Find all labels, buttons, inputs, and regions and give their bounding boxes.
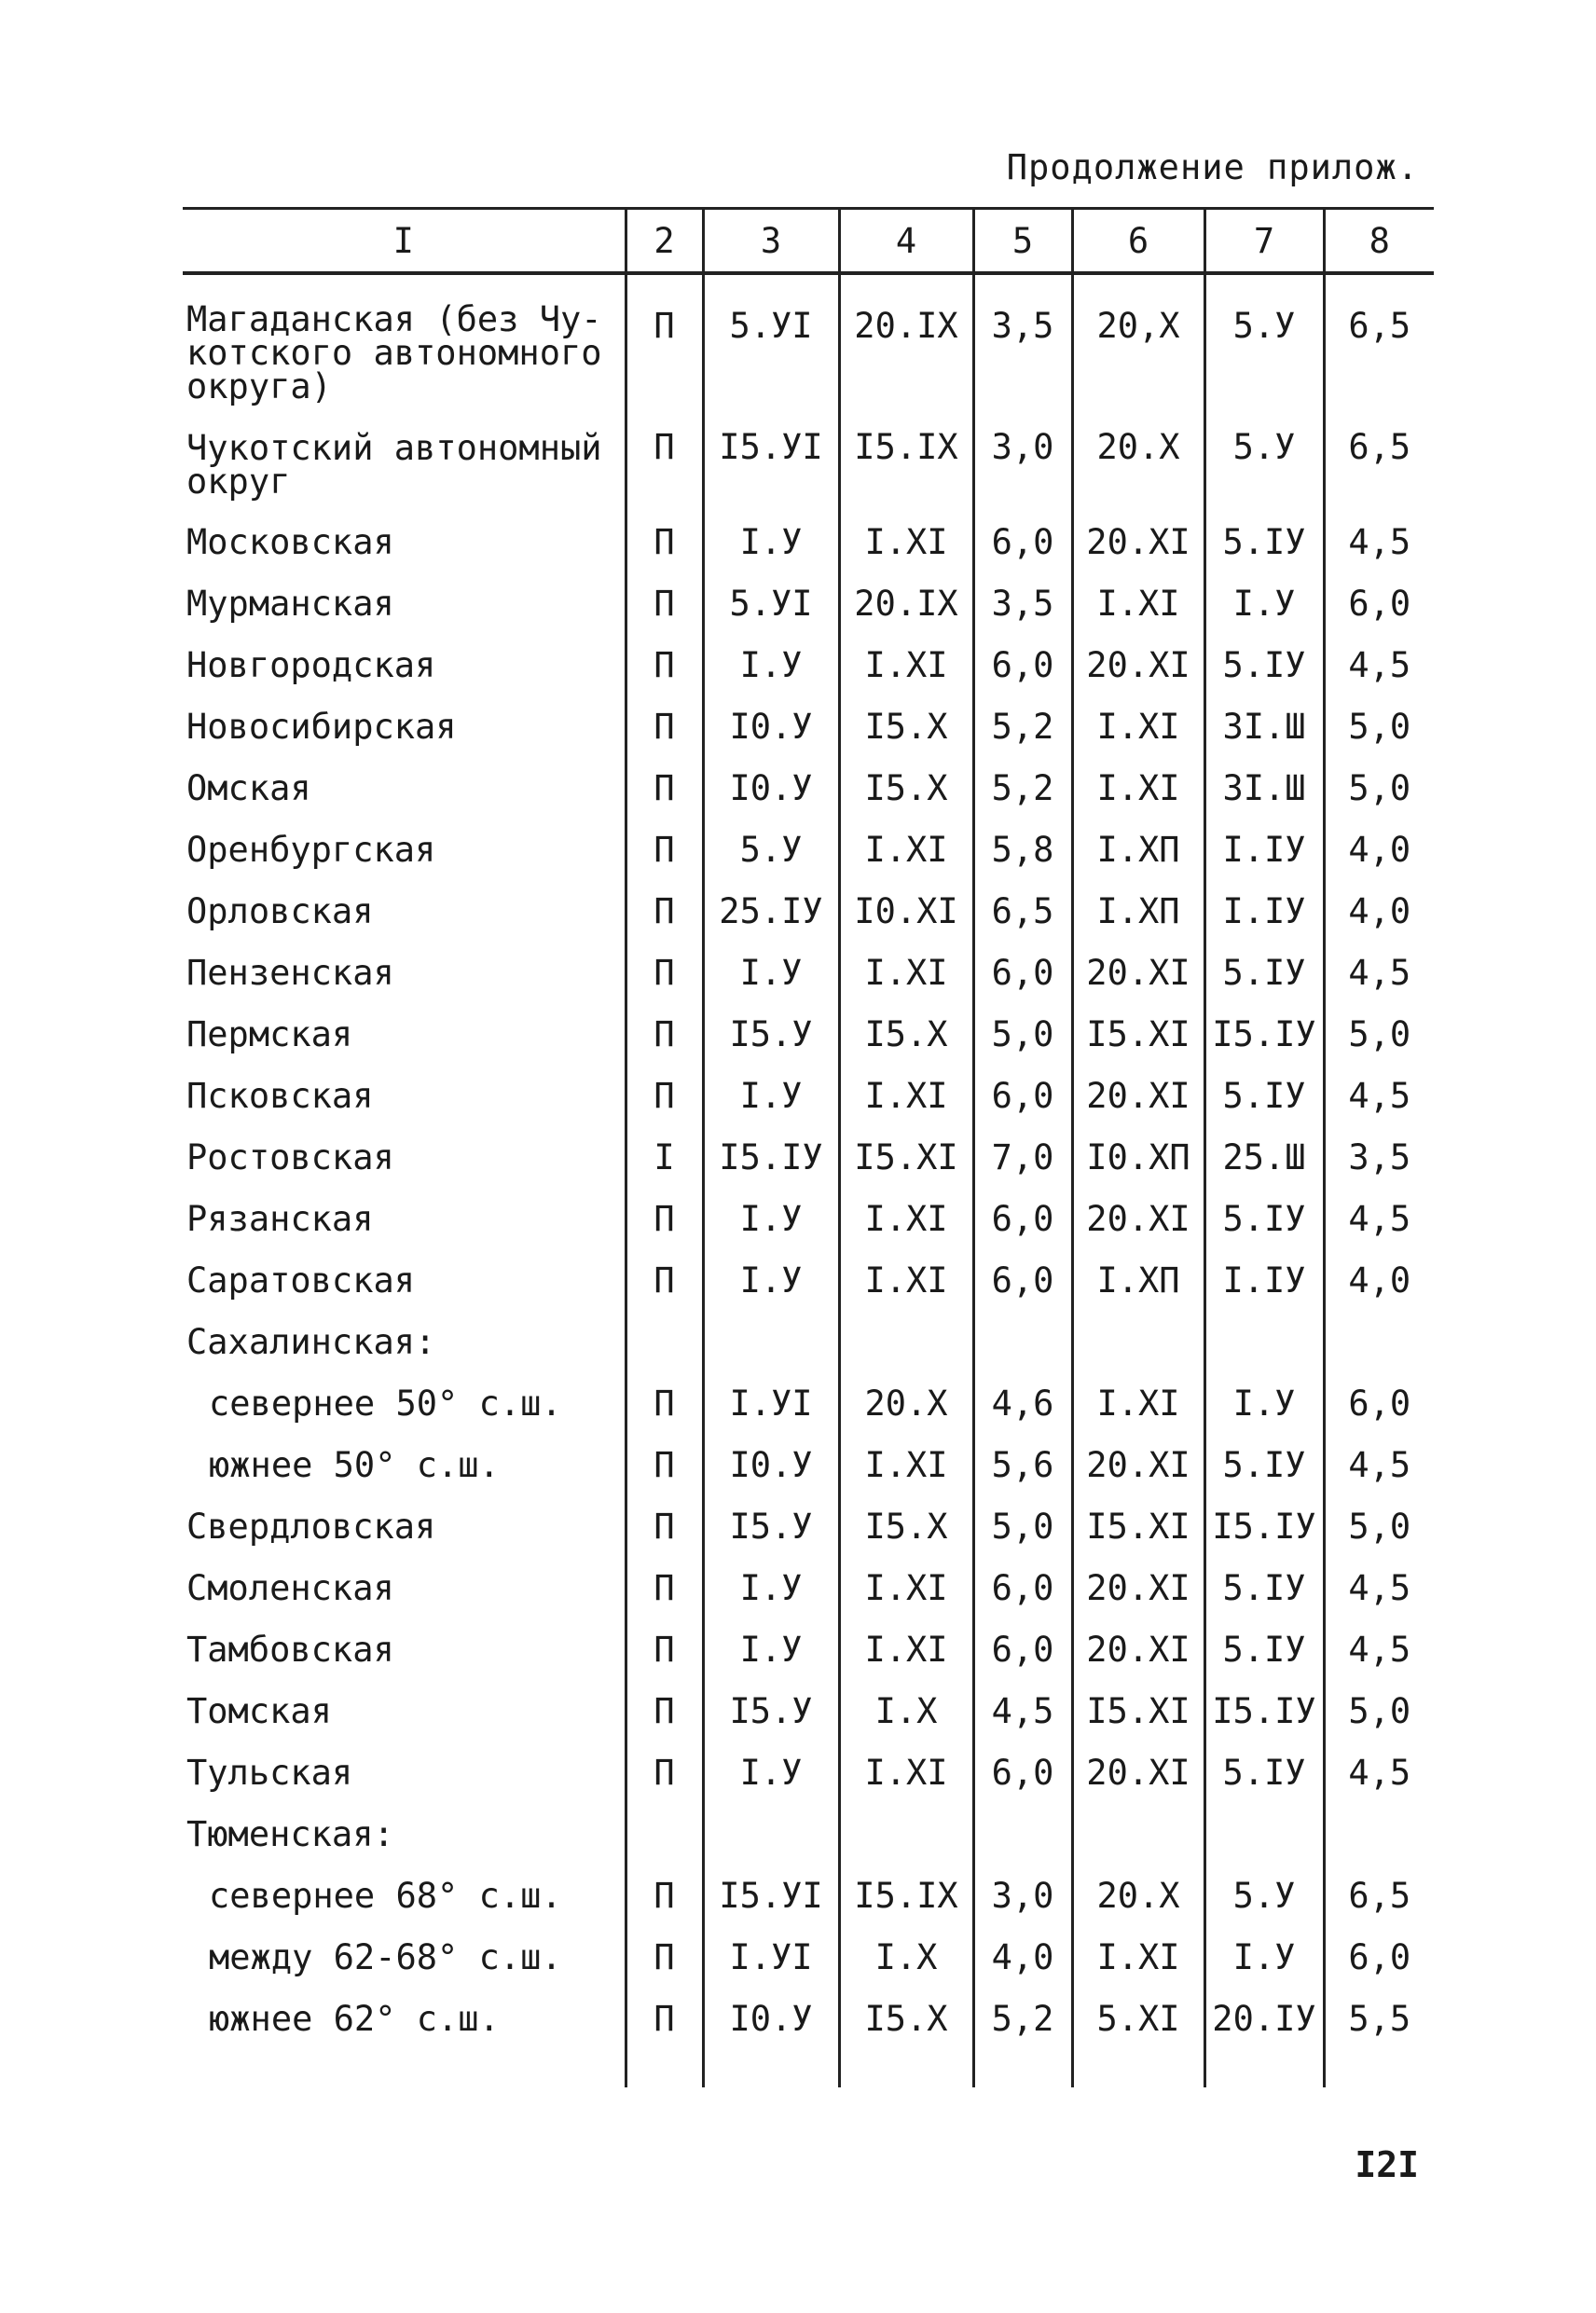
column-header: 3 — [703, 209, 839, 274]
cell-c6: I.XI — [1072, 573, 1204, 635]
cell-c4: I.XI — [839, 943, 973, 1004]
cell-c2: П — [626, 273, 703, 417]
cell-c8: 6,5 — [1324, 273, 1434, 417]
cell-c4: I5.IX — [839, 1866, 973, 1927]
data-table-wrapper — [183, 207, 1434, 2087]
cell-c5: 6,0 — [973, 1558, 1072, 1619]
cell-c2: П — [626, 1496, 703, 1558]
cell-c7: I.У — [1204, 573, 1324, 635]
cell-c3: I.У — [703, 1619, 839, 1681]
cell-c3: I5.УI — [703, 417, 839, 512]
cell-c6 — [1072, 1804, 1204, 1866]
cell-c7: I5.IУ — [1204, 1681, 1324, 1742]
cell-c2: П — [626, 881, 703, 943]
cell-c4: I5.XI — [839, 1127, 973, 1189]
cell-c2: П — [626, 1373, 703, 1435]
cell-c7: 5.IУ — [1204, 512, 1324, 573]
cell-c6: I.XI — [1072, 696, 1204, 758]
region-name: севернее 68° с.ш. — [209, 1876, 562, 1916]
table-row — [183, 573, 1434, 635]
cell-c2: П — [626, 1927, 703, 1989]
cell-c6: I0.XП — [1072, 1127, 1204, 1189]
region-name: между 62-68° с.ш. — [209, 1937, 562, 1977]
cell-c2: П — [626, 1866, 703, 1927]
cell-c7: 5.IУ — [1204, 943, 1324, 1004]
spacer-cell — [1204, 2050, 1324, 2087]
cell-c5: 5,0 — [973, 1496, 1072, 1558]
cell-c5: 6,0 — [973, 512, 1072, 573]
cell-c3: I.УI — [703, 1373, 839, 1435]
region-name: южнее 50° с.ш. — [209, 1445, 500, 1485]
region-name-line: Чукотский автономный — [186, 428, 602, 468]
cell-c2: П — [626, 1989, 703, 2050]
cell-c6: 20.X — [1072, 417, 1204, 512]
column-header: I — [183, 209, 626, 274]
spacer-cell — [1324, 2050, 1434, 2087]
cell-c5: 7,0 — [973, 1127, 1072, 1189]
cell-c8: 4,5 — [1324, 1742, 1434, 1804]
region-name: Ростовская — [186, 1137, 394, 1177]
table-row — [183, 696, 1434, 758]
region-name: Пензенская — [186, 953, 394, 993]
cell-c6: 20.XI — [1072, 1742, 1204, 1804]
cell-c3: I.УI — [703, 1927, 839, 1989]
cell-c7: I.У — [1204, 1927, 1324, 1989]
cell-c4: I.X — [839, 1927, 973, 1989]
cell-c2: П — [626, 1004, 703, 1066]
cell-c3: I.У — [703, 1189, 839, 1250]
cell-c8: 3,5 — [1324, 1127, 1434, 1189]
cell-c4: I5.X — [839, 1989, 973, 2050]
cell-c7: 5.IУ — [1204, 1189, 1324, 1250]
cell-c2: П — [626, 635, 703, 696]
cell-c5: 3,5 — [973, 573, 1072, 635]
cell-c4: I5.X — [839, 696, 973, 758]
table-row — [183, 758, 1434, 819]
cell-c2: П — [626, 573, 703, 635]
cell-c2: П — [626, 943, 703, 1004]
cell-c8: 5,0 — [1324, 1681, 1434, 1742]
region-name: севернее 50° с.ш. — [209, 1384, 562, 1424]
cell-c3 — [703, 1804, 839, 1866]
cell-c3: I.У — [703, 1742, 839, 1804]
cell-c8: 6,0 — [1324, 573, 1434, 635]
cell-c3: I5.УI — [703, 1866, 839, 1927]
cell-c5: 3,0 — [973, 417, 1072, 512]
spacer-cell — [703, 2050, 839, 2087]
cell-c6: I.XI — [1072, 758, 1204, 819]
cell-c5: 6,5 — [973, 881, 1072, 943]
region-name-line: округ — [186, 461, 291, 502]
table-spacer-row — [183, 2050, 1434, 2087]
table-row — [183, 1250, 1434, 1312]
cell-c6: 20.XI — [1072, 1619, 1204, 1681]
cell-c3: I.У — [703, 943, 839, 1004]
cell-c5: 5,6 — [973, 1435, 1072, 1496]
column-header: 4 — [839, 209, 973, 274]
cell-c8: 4,5 — [1324, 1619, 1434, 1681]
cell-c6: 20.XI — [1072, 1066, 1204, 1127]
cell-c2: П — [626, 1250, 703, 1312]
cell-c4: I.XI — [839, 1558, 973, 1619]
cell-c7: 5.IУ — [1204, 1435, 1324, 1496]
table-row — [183, 417, 1434, 512]
cell-c7: 5.IУ — [1204, 635, 1324, 696]
cell-c7: I5.IУ — [1204, 1004, 1324, 1066]
region-name: Новосибирская — [186, 707, 457, 747]
data-table — [183, 207, 1434, 2087]
cell-c7: 5.У — [1204, 417, 1324, 512]
table-row — [183, 1558, 1434, 1619]
cell-c3: I5.У — [703, 1681, 839, 1742]
region-name: Рязанская — [186, 1199, 374, 1239]
table-row — [183, 1496, 1434, 1558]
cell-c7: I.IУ — [1204, 1250, 1324, 1312]
cell-c5: 5,2 — [973, 696, 1072, 758]
cell-c8: 4,0 — [1324, 819, 1434, 881]
table-row — [183, 1004, 1434, 1066]
cell-c2: П — [626, 1435, 703, 1496]
cell-c4: I5.IX — [839, 417, 973, 512]
cell-c6: 20.XI — [1072, 1435, 1204, 1496]
cell-c5: 5,2 — [973, 758, 1072, 819]
cell-c2: П — [626, 1619, 703, 1681]
cell-c8: 6,0 — [1324, 1373, 1434, 1435]
table-row — [183, 1989, 1434, 2050]
cell-c2: П — [626, 1558, 703, 1619]
cell-c4: I0.XI — [839, 881, 973, 943]
cell-c6: I5.XI — [1072, 1004, 1204, 1066]
cell-c2: I — [626, 1127, 703, 1189]
cell-c6: 20.XI — [1072, 1558, 1204, 1619]
cell-c4 — [839, 1804, 973, 1866]
region-name-line: Магаданская (без Чу- — [186, 299, 602, 339]
cell-c2 — [626, 1804, 703, 1866]
cell-c2 — [626, 1312, 703, 1373]
cell-c3: I5.У — [703, 1004, 839, 1066]
cell-c7: I.У — [1204, 1373, 1324, 1435]
cell-c5: 4,5 — [973, 1681, 1072, 1742]
cell-c3: I0.У — [703, 696, 839, 758]
cell-c4: I.XI — [839, 512, 973, 573]
region-name: Мурманская — [186, 584, 394, 624]
table-row — [183, 943, 1434, 1004]
region-name: южнее 62° с.ш. — [209, 1999, 500, 2039]
table-row — [183, 1619, 1434, 1681]
cell-c4: I.XI — [839, 1250, 973, 1312]
cell-c4: I.XI — [839, 819, 973, 881]
column-header: 7 — [1204, 209, 1324, 274]
cell-c4: I.XI — [839, 1742, 973, 1804]
cell-c2: П — [626, 512, 703, 573]
region-name: Томская — [186, 1691, 332, 1731]
cell-c7: 25.Ш — [1204, 1127, 1324, 1189]
cell-c7: 5.IУ — [1204, 1619, 1324, 1681]
cell-c6: 20,X — [1072, 273, 1204, 417]
cell-c5: 6,0 — [973, 1250, 1072, 1312]
cell-c4: 20.IX — [839, 273, 973, 417]
cell-c4: I5.X — [839, 1496, 973, 1558]
cell-c8: 5,0 — [1324, 758, 1434, 819]
table-row — [183, 635, 1434, 696]
table-row — [183, 1681, 1434, 1742]
cell-c7: 5.У — [1204, 1866, 1324, 1927]
column-header: 8 — [1324, 209, 1434, 274]
cell-c8: 4,5 — [1324, 943, 1434, 1004]
cell-c4: I.XI — [839, 1189, 973, 1250]
cell-c4: I5.X — [839, 1004, 973, 1066]
cell-c5: 6,0 — [973, 943, 1072, 1004]
cell-c6: I5.XI — [1072, 1681, 1204, 1742]
cell-c6: 20.XI — [1072, 512, 1204, 573]
table-row — [183, 1435, 1434, 1496]
region-name: Свердловская — [186, 1507, 436, 1547]
cell-c4: I.XI — [839, 1435, 973, 1496]
region-name: Орловская — [186, 891, 374, 931]
cell-c7: 3I.Ш — [1204, 758, 1324, 819]
cell-c3: I.У — [703, 1066, 839, 1127]
spacer-cell — [1072, 2050, 1204, 2087]
cell-c5: 6,0 — [973, 1189, 1072, 1250]
cell-c8: 4,5 — [1324, 1558, 1434, 1619]
header-row — [183, 209, 1434, 274]
cell-c2: П — [626, 1742, 703, 1804]
table-row — [183, 1804, 1434, 1866]
cell-c4: I5.X — [839, 758, 973, 819]
cell-c3: 5.УI — [703, 273, 839, 417]
table-body — [183, 273, 1434, 2087]
cell-c3: 25.IУ — [703, 881, 839, 943]
spacer-cell — [626, 2050, 703, 2087]
region-name: Тюменская: — [186, 1814, 394, 1854]
column-header: 6 — [1072, 209, 1204, 274]
cell-c6: 20.XI — [1072, 943, 1204, 1004]
page-number: I2I — [1355, 2144, 1419, 2185]
cell-c8: 6,5 — [1324, 1866, 1434, 1927]
cell-c7: 5.IУ — [1204, 1742, 1324, 1804]
cell-c8: 4,5 — [1324, 1435, 1434, 1496]
cell-c8: 5,0 — [1324, 696, 1434, 758]
cell-c8: 4,5 — [1324, 512, 1434, 573]
cell-c7: 5.IУ — [1204, 1558, 1324, 1619]
cell-c6: 20.XI — [1072, 635, 1204, 696]
cell-c8: 5,0 — [1324, 1496, 1434, 1558]
cell-c5: 6,0 — [973, 635, 1072, 696]
region-name — [183, 273, 626, 417]
cell-c3: I.У — [703, 512, 839, 573]
cell-c5: 3,0 — [973, 1866, 1072, 1927]
cell-c6: 20.X — [1072, 1866, 1204, 1927]
region-name: Тамбовская — [186, 1630, 394, 1670]
cell-c8: 6,5 — [1324, 417, 1434, 512]
cell-c5: 3,5 — [973, 273, 1072, 417]
table-row — [183, 1127, 1434, 1189]
cell-c3: I5.IУ — [703, 1127, 839, 1189]
cell-c7 — [1204, 1804, 1324, 1866]
cell-c8: 4,0 — [1324, 881, 1434, 943]
region-name-line: округа) — [186, 366, 332, 406]
cell-c7: I5.IУ — [1204, 1496, 1324, 1558]
table-row — [183, 1189, 1434, 1250]
cell-c5: 5,8 — [973, 819, 1072, 881]
cell-c3 — [703, 1312, 839, 1373]
cell-c4: 20.X — [839, 1373, 973, 1435]
region-name: Смоленская — [186, 1568, 394, 1608]
spacer-cell — [973, 2050, 1072, 2087]
table-row — [183, 273, 1434, 417]
cell-c5: 6,0 — [973, 1066, 1072, 1127]
cell-c3: I0.У — [703, 758, 839, 819]
region-name: Тульская — [186, 1753, 353, 1793]
region-name: Саратовская — [186, 1260, 416, 1301]
cell-c6: I.XI — [1072, 1927, 1204, 1989]
region-name: Оренбургская — [186, 830, 436, 870]
cell-c7: 5.IУ — [1204, 1066, 1324, 1127]
cell-c2: П — [626, 819, 703, 881]
cell-c5: 6,0 — [973, 1619, 1072, 1681]
cell-c6: I.XП — [1072, 819, 1204, 881]
cell-c5: 6,0 — [973, 1742, 1072, 1804]
cell-c8: 6,0 — [1324, 1927, 1434, 1989]
cell-c6: I.XП — [1072, 1250, 1204, 1312]
cell-c6: 20.XI — [1072, 1189, 1204, 1250]
continuation-note: Продолжение прилож. — [1006, 147, 1419, 187]
cell-c8: 4,5 — [1324, 635, 1434, 696]
cell-c6 — [1072, 1312, 1204, 1373]
cell-c2: П — [626, 1189, 703, 1250]
cell-c5: 5,2 — [973, 1989, 1072, 2050]
table-row — [183, 512, 1434, 573]
table-row — [183, 1866, 1434, 1927]
cell-c6: I.XП — [1072, 881, 1204, 943]
cell-c8 — [1324, 1804, 1434, 1866]
cell-c6: 5.XI — [1072, 1989, 1204, 2050]
cell-c2: П — [626, 758, 703, 819]
region-name: Пермская — [186, 1014, 353, 1054]
cell-c8: 5,5 — [1324, 1989, 1434, 2050]
column-header: 2 — [626, 209, 703, 274]
region-name: Московская — [186, 522, 394, 562]
table-row — [183, 1066, 1434, 1127]
cell-c4: I.XI — [839, 635, 973, 696]
region-name: Сахалинская: — [186, 1322, 436, 1362]
cell-c3: I5.У — [703, 1496, 839, 1558]
region-name: Новгородская — [186, 645, 436, 685]
region-name — [183, 417, 626, 512]
cell-c8 — [1324, 1312, 1434, 1373]
cell-c3: 5.У — [703, 819, 839, 881]
cell-c7 — [1204, 1312, 1324, 1373]
cell-c7: 20.IУ — [1204, 1989, 1324, 2050]
cell-c3: I0.У — [703, 1435, 839, 1496]
table-row — [183, 1927, 1434, 1989]
cell-c3: I.У — [703, 635, 839, 696]
spacer-cell — [839, 2050, 973, 2087]
spacer-cell — [183, 2050, 626, 2087]
cell-c4: I.X — [839, 1681, 973, 1742]
cell-c2: П — [626, 1066, 703, 1127]
cell-c3: 5.УI — [703, 573, 839, 635]
column-header: 5 — [973, 209, 1072, 274]
cell-c5: 4,0 — [973, 1927, 1072, 1989]
cell-c4: 20.IX — [839, 573, 973, 635]
cell-c5: 5,0 — [973, 1004, 1072, 1066]
cell-c7: I.IУ — [1204, 819, 1324, 881]
region-name-line: котского автономного — [186, 333, 602, 373]
table-row — [183, 819, 1434, 881]
table-row — [183, 1742, 1434, 1804]
cell-c2: П — [626, 696, 703, 758]
cell-c3: I.У — [703, 1250, 839, 1312]
cell-c8: 4,5 — [1324, 1189, 1434, 1250]
region-name: Псковская — [186, 1076, 374, 1116]
cell-c6: I5.XI — [1072, 1496, 1204, 1558]
cell-c5 — [973, 1312, 1072, 1373]
table-row — [183, 1312, 1434, 1373]
cell-c6: I.XI — [1072, 1373, 1204, 1435]
cell-c7: I.IУ — [1204, 881, 1324, 943]
cell-c2: П — [626, 417, 703, 512]
cell-c2: П — [626, 1681, 703, 1742]
cell-c8: 5,0 — [1324, 1004, 1434, 1066]
cell-c5 — [973, 1804, 1072, 1866]
region-name: Омская — [186, 768, 311, 808]
cell-c4: I.XI — [839, 1619, 973, 1681]
cell-c7: 5.У — [1204, 273, 1324, 417]
cell-c7: 3I.Ш — [1204, 696, 1324, 758]
cell-c8: 4,0 — [1324, 1250, 1434, 1312]
cell-c4: I.XI — [839, 1066, 973, 1127]
cell-c5: 4,6 — [973, 1373, 1072, 1435]
table-row — [183, 881, 1434, 943]
cell-c3: I0.У — [703, 1989, 839, 2050]
table-row — [183, 1373, 1434, 1435]
cell-c8: 4,5 — [1324, 1066, 1434, 1127]
cell-c3: I.У — [703, 1558, 839, 1619]
cell-c4 — [839, 1312, 973, 1373]
